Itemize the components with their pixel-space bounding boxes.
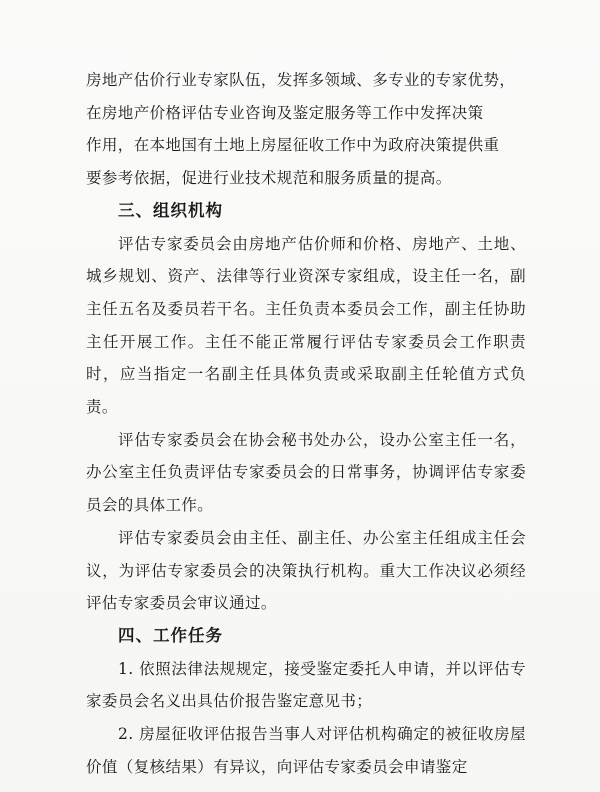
section-3-paragraph-3: 评估专家委员会由主任、副主任、办公室主任组成主任会议，为评估专家委员会的决策执行机构。重大工作决议必须经评估专家委员会审议通过。 [86,528,526,613]
intro-line-1: 房地产估价行业专家队伍，发挥多领域、多专业的专家优势， [86,71,516,89]
section-4-heading: 四、工作任务 [118,625,223,645]
section-3-paragraph-1: 评估专家委员会由房地产估价师和价格、房地产、土地、城乡规划、资产、法律等行业资深专家组成，设主任一名，副主任五名及委员若干名。主任负责本委员会工作，副主任协助主任开展工作。主任不能正常履行评估专家委员会工作职责时，应当指定一名副主任具体负责或采取副主任轮值方式负责。 [86,234,526,417]
document-body [86,64,526,783]
intro-line-4: 要参考依据，促进行业技术规范和服务质量的提高。 [86,169,452,188]
intro-line-2: 在房地产价格评估专业咨询及鉴定服务等工作中发挥决策 [86,103,484,122]
task-item-1: 1. 依照法律法规规定，接受鉴定委托人申请，并以评估专家委员会名义出具估价报告鉴定意见书； [86,659,526,711]
task-item-2: 2. 房屋征收评估报告当事人对评估机构确定的被征收房屋价值（复核结果）有异议，向评估专家委员会申请鉴定 [86,725,526,776]
intro-paragraph [86,64,526,195]
intro-line-3: 作用，在本地国有土地上房屋征收工作中为政府决策提供重 [86,136,500,155]
section-3-heading: 三、组织机构 [118,200,223,220]
section-3-paragraph-2: 评估专家委员会在协会秘书处办公，设办公室主任一名，办公室主任负责评估专家委员会的日常事务，协调评估专家委员会的具体工作。 [86,430,526,515]
